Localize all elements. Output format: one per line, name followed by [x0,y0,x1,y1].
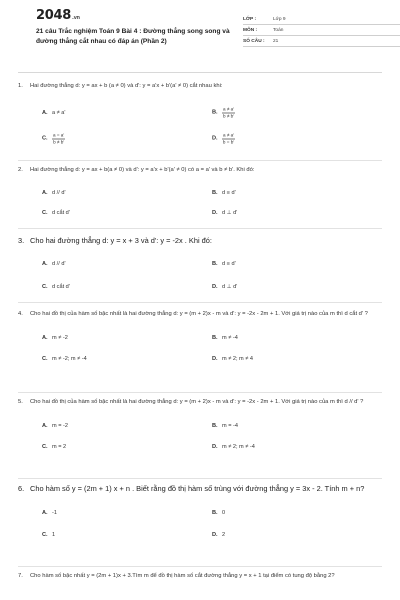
option-text: d ⊥ d' [222,209,238,216]
option-text: d // d' [52,261,66,267]
option-grid [18,175,382,219]
option-b[interactable] [212,106,235,119]
option-letter: D. [212,532,218,538]
option-text: m ≠ -4 [222,334,238,341]
option-text: 2 [222,532,226,538]
question-text: Cho hai đồ thị của hàm số bậc nhất là hai đường thẳng d: y = (m + 2)x - m và d': y = -2x - 2m + 1. Với giá trị nào của m thì d // d' ? [30,399,364,405]
option-text: m = -2 [52,422,69,429]
option-letter: B. [212,189,218,196]
option-letter: C. [42,135,48,142]
option-text: a ≠ a' [52,109,66,116]
option-b[interactable] [212,261,236,267]
option-d[interactable] [212,210,237,216]
option-text: d // d' [52,189,66,196]
option-a[interactable] [42,190,66,196]
document-header [18,0,382,62]
option-c[interactable] [42,356,87,362]
question-2 [18,166,382,219]
option-a[interactable] [42,510,57,516]
option-text: d cắt d' [52,209,70,216]
option-letter: B. [212,109,218,116]
option-d[interactable] [212,284,237,290]
question-divider [18,160,382,161]
meta-row-class [243,14,400,25]
meta-row-count [243,36,400,47]
option-text: m = -4 [222,422,239,429]
meta-key: SỐ CÂU : [243,38,265,44]
option-text: m ≠ 2; m ≠ -4 [222,443,255,450]
meta-key: MÔN : [243,27,258,33]
fraction-bottom: b = b' [222,139,235,144]
question-text: Cho hàm số y = (2m + 1) x + n . Biết rằng đồ thị hàm số trùng với đường thẳng y = 3x - 2. Tính m + n? [30,484,365,493]
question-text: Cho hàm số bậc nhất y = (2m + 1)x + 3.Tìm m để đồ thị hàm số cắt đường thẳng y = x + 1 tại điểm có tung độ bằng 2? [30,573,335,579]
meta-value: Lớp 9 [273,16,286,22]
option-letter: D. [212,284,218,290]
option-a[interactable] [42,110,65,116]
option-letter: C. [42,355,48,362]
option-text: m = 2 [52,443,67,450]
option-c[interactable] [42,284,70,290]
option-text: 0 [222,510,226,516]
meta-value: 21 [273,38,279,44]
option-letter: D. [212,135,218,142]
logo-suffix: .vn [71,15,80,21]
question-stem [18,82,382,91]
question-stem [18,166,382,175]
fraction-bottom: b ≠ b' [223,113,235,118]
option-c[interactable] [42,444,66,450]
meta-value: Toán [273,27,284,33]
question-number: 4. [18,311,23,317]
option-letter: C. [42,209,48,216]
question-number: 2. [18,167,23,173]
option-letter: C. [42,284,48,290]
option-d[interactable] [212,132,235,145]
header-divider [18,72,382,73]
logo-text: 2048 [36,8,71,23]
question-number: 3. [18,236,25,245]
question-text: Hai đường thẳng d: y = ax + b (a ≠ 0) và d': y = a'x + b'(a' ≠ 0) cắt nhau khi: [30,83,223,89]
question-4 [18,310,382,363]
option-text: d ≡ d' [222,261,236,267]
option-text: m ≠ 2; m ≠ 4 [222,355,254,362]
option-c[interactable] [42,532,55,538]
option-text: -1 [52,510,57,516]
option-text: d ≡ d' [222,189,236,196]
question-number: 5. [18,399,23,405]
question-divider [18,302,382,303]
option-b[interactable] [212,335,238,341]
question-5 [18,398,382,451]
meta-table [243,14,400,47]
document-title: 21 câu Trắc nghiệm Toán 9 Bài 4 : Đường thẳng song song và đường thẳng cắt nhau có đáp án (Phần 2) [36,28,230,45]
option-fraction [222,132,235,145]
option-text: m ≠ -2 [52,334,68,341]
option-fraction [222,106,235,119]
option-text: 1 [52,532,56,538]
option-b[interactable] [212,510,225,516]
option-text: d ⊥ d' [222,284,238,290]
option-c[interactable] [42,132,65,145]
question-divider [18,478,382,479]
option-a[interactable] [42,261,66,267]
option-c[interactable] [42,210,70,216]
question-7 [18,572,382,581]
option-text: m ≠ -2; m ≠ -4 [52,355,87,362]
meta-row-subject [243,25,400,36]
option-fraction [52,132,65,145]
question-3 [18,236,382,290]
question-6 [18,484,382,538]
fraction-top: a = a' [53,132,65,137]
option-letter: A. [42,189,48,196]
question-text: Cho hai đường thẳng d: y = x + 3 và d': y = -2x . Khi đó: [30,236,212,245]
option-letter: D. [212,443,218,450]
option-d[interactable] [212,532,225,538]
option-letter: B. [212,422,218,429]
meta-key: LỚP : [243,16,257,22]
question-divider [18,228,382,229]
option-letter: A. [42,109,48,116]
option-letter: A. [42,510,48,516]
fraction-top: a ≠ a' [223,106,235,111]
option-letter: A. [42,261,48,267]
question-stem [18,310,382,319]
option-letter: D. [212,209,218,216]
question-divider [18,566,382,567]
question-number: 7. [18,573,23,579]
fraction-bottom: b ≠ b' [53,139,65,144]
option-letter: C. [42,532,48,538]
option-grid [18,319,382,363]
option-d[interactable] [212,356,253,362]
fraction-top: a ≠ a' [223,132,235,137]
option-grid [18,91,382,144]
question-number: 1. [18,83,23,89]
option-letter: B. [212,334,218,341]
question-stem [18,572,382,581]
option-text: d cắt d' [52,284,70,290]
site-logo[interactable] [36,8,80,23]
option-grid [18,246,382,290]
option-b[interactable] [212,423,238,429]
question-stem [18,236,382,246]
option-letter: A. [42,422,48,429]
option-letter: D. [212,355,218,362]
option-d[interactable] [212,444,255,450]
question-stem [18,484,382,494]
option-letter: B. [212,510,218,516]
question-divider [18,392,382,393]
option-grid [18,494,382,538]
option-grid [18,407,382,451]
question-text: Cho hai đồ thị của hàm số bậc nhất là hai đường thẳng d: y = (m + 2)x - m và d': y = -2x - 2m + 1. Với giá trị nào của m thì d cắt d' ? [30,311,368,317]
option-a[interactable] [42,423,68,429]
option-a[interactable] [42,335,68,341]
option-letter: A. [42,334,48,341]
option-letter: B. [212,261,218,267]
question-stem [18,398,382,407]
question-text: Hai đường thẳng d: y = ax + b(a ≠ 0) và d': y = a'x + b'(a' ≠ 0) có a = a' và b ≠ b'. Khi đó: [30,167,255,173]
option-letter: C. [42,443,48,450]
question-1 [18,82,382,144]
question-number: 6. [18,484,25,493]
option-b[interactable] [212,190,236,196]
